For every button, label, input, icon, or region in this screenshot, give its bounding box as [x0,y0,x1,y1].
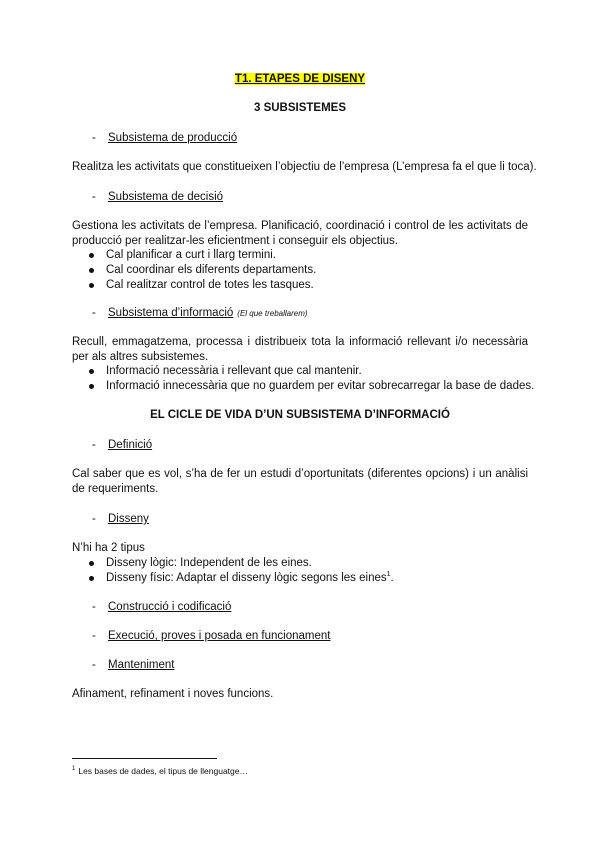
footnote-reference: 1 [386,571,391,579]
list-item: Disseny físic: Adaptar el disseny lògic segons les eines$^1$. [72,571,394,586]
dash-marker: - [92,513,96,525]
list-item: Cal planificar a curt i llarg termini. [72,248,316,263]
footnote-text: Les bases de dades, el tipus de llenguatge… [78,766,248,776]
list-item: Informació necessària i rellevant que cal mantenir. [72,364,534,379]
section-informacio-heading [92,306,308,321]
footnote-divider [72,758,217,759]
section-execucio-label: Execució, proves i posada en funcionament [108,630,331,642]
footnote [72,764,248,779]
section-manteniment-heading [92,658,174,673]
dash-marker: - [92,307,96,319]
section-produccio-label: Subsistema de producció [108,132,238,144]
list-item: Cal coordinar els diferents departaments. [72,263,316,278]
section-produccio-text: Realitza les activitats que constitueixen l’objectiu de l’empresa (L’empresa fa el que li toca). [72,161,537,173]
page-title-text: T1. ETAPES DE DISENY [234,73,366,85]
section-definicio-label: Definició [108,439,153,451]
section-definicio-heading [92,438,152,453]
section-manteniment-label: Manteniment [108,659,175,671]
section-informacio-text: Recull, emmagatzema, processa i distribueix tota la informació rellevant i/o necessària per als altres subsistemes. [72,336,528,363]
list-item-text: Disseny físic: Adaptar el disseny lògic segons les eines [106,572,387,584]
section-decisio-heading [92,190,223,205]
section-disseny-label: Disseny [108,513,149,525]
dash-marker: - [92,601,96,613]
dash-marker: - [92,630,96,642]
section-informacio-list [72,364,534,394]
section-informacio-note: (El que treballarem) [237,309,308,318]
section-disseny-text: N’hi ha 2 tipus [72,542,145,554]
dash-marker: - [92,439,96,451]
footnote-number: 1 [72,766,76,773]
subtitle-subsistemes: 3 SUBSISTEMES [253,102,347,114]
section-disseny-heading [92,512,149,527]
section-decisio-list [72,248,316,293]
dash-marker: - [92,191,96,203]
section-produccio-heading [92,131,237,146]
section-disseny-list [72,556,394,586]
section-manteniment-text: Afinament, refinament i noves funcions. [72,688,274,700]
subtitle-cicle-de-vida: EL CICLE DE VIDA D’UN SUBSISTEMA D’INFORMACIÓ [150,409,450,421]
section-informacio-label: Subsistema d’informació [108,307,234,319]
section-execucio-heading [92,629,330,644]
section-definicio-text: Cal saber que es vol, s’ha de fer un estudi d’oportunitats (diferentes opcions) i un anàlisi de requeriments. [72,468,528,495]
section-construccio-label: Construcció i codificació [108,601,232,613]
section-decisio-text: Gestiona les activitats de l’empresa. Planificació, coordinació i control de les activitats de producció per realitzar-les eficientment i conseguir els objectius. [72,220,528,247]
list-item: Informació innecessària que no guardem per evitar sobrecarregar la base de dades. [72,379,534,394]
list-item: Cal realitzar control de totes les tasques. [72,278,316,293]
dash-marker: - [92,659,96,671]
list-item: Disseny lògic: Independent de les eines. [72,556,394,571]
section-decisio-label: Subsistema de decisió [108,191,224,203]
section-construccio-heading [92,600,231,615]
dash-marker: - [92,132,96,144]
page-title [72,72,528,87]
